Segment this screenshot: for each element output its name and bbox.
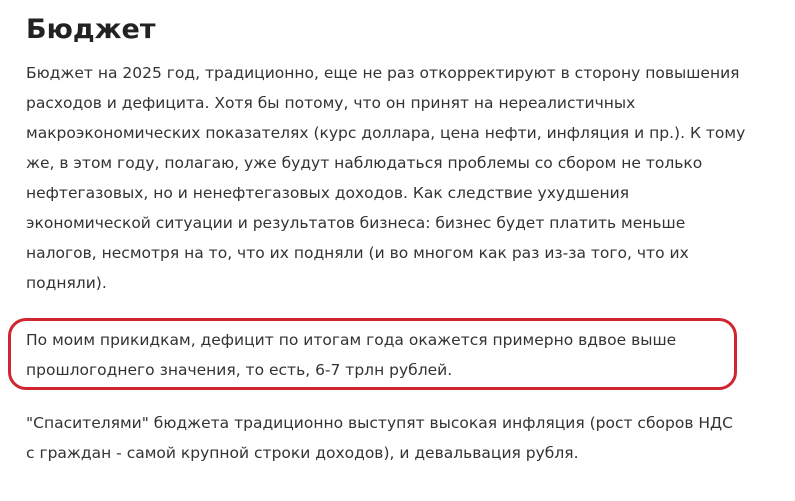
text-line: с граждан - самой крупной строки доходов), и девальвация рубля. bbox=[26, 444, 579, 462]
section-heading: Бюджет bbox=[26, 14, 156, 45]
text-line: расходов и дефицита. Хотя бы потому, что он принят на нереалистичных bbox=[26, 94, 636, 112]
text-line: экономической ситуации и результатов бизнеса: бизнес будет платить меньше bbox=[26, 214, 686, 232]
text-line: По моим прикидкам, дефицит по итогам года окажется примерно вдвое выше bbox=[26, 331, 677, 349]
paragraph-deficit-estimate bbox=[26, 325, 676, 385]
paragraph-budget-saviors bbox=[26, 408, 733, 468]
text-line: макроэкономических показателях (курс доллара, цена нефти, инфляция и пр.). К тому bbox=[26, 124, 746, 142]
text-line: подняли). bbox=[26, 274, 107, 292]
text-line: налогов, несмотря на то, что их подняли (и во многом как раз из-за того, что их bbox=[26, 244, 689, 262]
text-line: прошлогоднего значения, то есть, 6-7 трлн рублей. bbox=[26, 361, 453, 379]
text-line: "Спасителями" бюджета традиционно выступят высокая инфляция (рост сборов НДС bbox=[26, 414, 733, 432]
text-line: нефтегазовых, но и ненефтегазовых доходов. Как следствие ухудшения bbox=[26, 184, 630, 202]
text-line: Бюджет на 2025 год, традиционно, еще не раз откорректируют в сторону повышения bbox=[26, 64, 740, 82]
paragraph-budget-forecast bbox=[26, 58, 745, 298]
text-line: же, в этом году, полагаю, уже будут наблюдаться проблемы со сбором не только bbox=[26, 154, 703, 172]
